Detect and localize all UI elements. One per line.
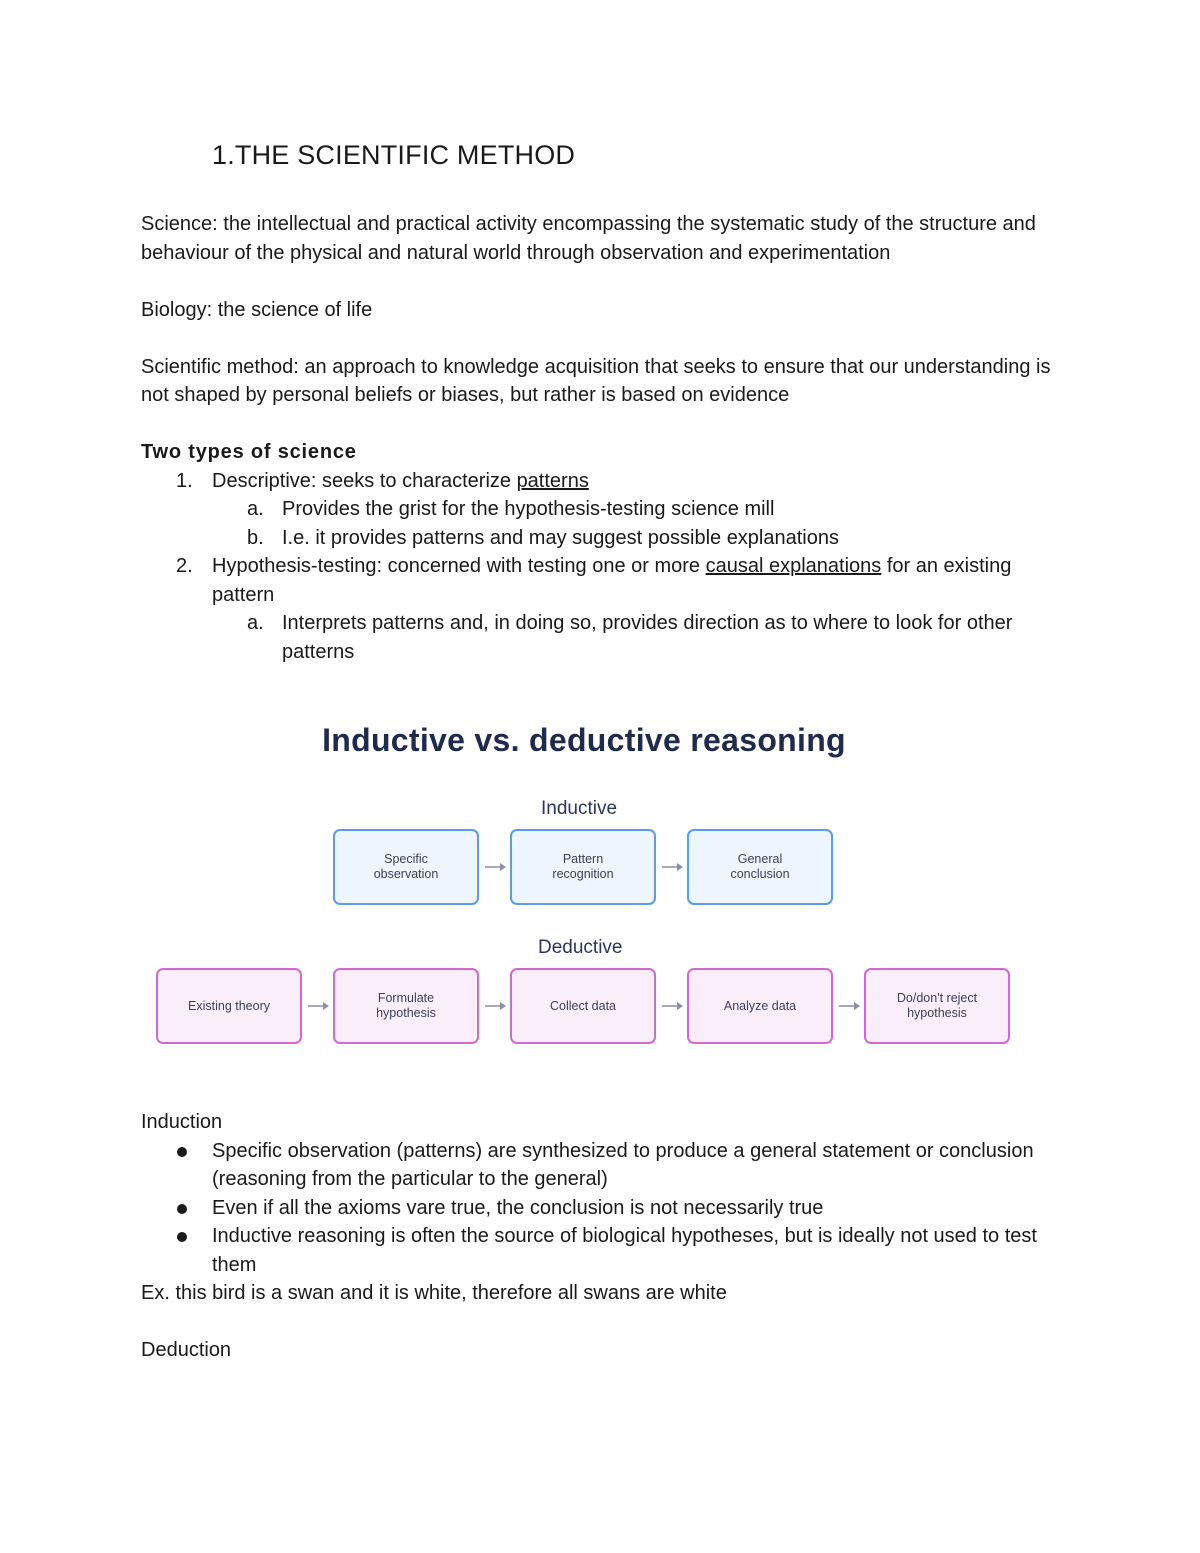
sublist-mark: a.	[247, 498, 264, 520]
bullet-icon	[177, 1204, 187, 1214]
list-item-descriptive	[141, 467, 1051, 496]
hypothesis-text: Hypothesis-testing: concerned with testing one or more	[212, 555, 706, 577]
box-general-conclusion	[687, 829, 833, 905]
induction-example: Ex. this bird is a swan and it is white, therefore all swans are white	[141, 1282, 727, 1304]
sublist-text: Interprets patterns and, in doing so, provides direction as to where to look for other patterns	[282, 612, 1013, 663]
box-label: Formulate hypothesis	[376, 991, 436, 1020]
page-title: 1.THE SCIENTIFIC METHOD	[212, 140, 576, 170]
box-specific-observation	[333, 829, 479, 905]
arrow-right-icon	[662, 1001, 684, 1011]
sublist-item	[141, 495, 1051, 524]
underlined-causal-explanations: causal explanations	[705, 555, 882, 577]
box-label: Existing theory	[188, 998, 270, 1013]
diagram-title: Inductive vs. deductive reasoning	[322, 722, 846, 758]
bullet-text: Inductive reasoning is often the source of biological hypotheses, but is ideally not used to test them	[212, 1225, 1037, 1276]
bullet-text: Specific observation (patterns) are synthesized to produce a general statement or conclusion (reasoning from the particular to the general)	[212, 1139, 1034, 1190]
arrow-right-icon	[662, 862, 684, 872]
sublist-text: Provides the grist for the hypothesis-testing science mill	[282, 498, 775, 520]
list-item	[141, 1222, 1051, 1279]
list-number: 1.	[176, 469, 193, 492]
box-analyze-data	[687, 968, 833, 1044]
deduction-heading: Deduction	[141, 1339, 232, 1361]
box-do-dont-reject-hypothesis	[864, 968, 1010, 1044]
box-label: Specific observation	[373, 852, 439, 881]
bullet-text: Even if all the axioms vare true, the conclusion is not necessarily true	[212, 1196, 824, 1219]
arrow-right-icon	[308, 1001, 330, 1011]
sublist-mark: a.	[247, 612, 264, 634]
sublist-text: I.e. it provides patterns and may suggest possible explanations	[282, 526, 839, 549]
list-item	[141, 1194, 1051, 1223]
box-existing-theory	[156, 968, 302, 1044]
box-pattern-recognition	[510, 829, 656, 905]
box-collect-data	[510, 968, 656, 1044]
box-formulate-hypothesis	[333, 968, 479, 1044]
sublist-item	[141, 524, 1051, 553]
types-heading: Two types of science	[141, 441, 357, 463]
list-item-hypothesis-testing	[141, 552, 1051, 609]
box-label: Pattern recognition	[552, 852, 614, 881]
deductive-label: Deductive	[538, 937, 623, 958]
arrow-right-icon	[839, 1001, 861, 1011]
definition-scientific-method: Scientific method: an approach to knowledge acquisition that seeks to ensure that our understanding is not shaped by personal beliefs or biases, but rather is based on evidence	[141, 355, 1051, 406]
list-number: 2.	[176, 555, 193, 577]
definitions	[141, 210, 1051, 666]
descriptive-text: Descriptive: seeks to characterize	[212, 469, 517, 492]
hypothesis-text-after: for an existing pattern	[212, 555, 1012, 606]
induction-section	[141, 1108, 1051, 1365]
sublist-mark: b.	[247, 526, 264, 549]
box-label: General conclusion	[730, 852, 790, 881]
arrow-right-icon	[485, 1001, 507, 1011]
bullet-icon	[177, 1147, 187, 1157]
box-label: Do/don't reject hypothesis	[896, 991, 978, 1020]
arrow-right-icon	[485, 862, 507, 872]
list-item	[141, 1137, 1051, 1194]
induction-heading: Induction	[141, 1111, 223, 1133]
bullet-icon	[177, 1232, 187, 1242]
sublist-item	[141, 609, 1051, 666]
box-label: Collect data	[549, 998, 616, 1013]
definition-biology: Biology: the science of life	[141, 298, 373, 321]
inductive-label: Inductive	[541, 798, 618, 819]
underlined-patterns: patterns	[516, 469, 589, 492]
definition-science: Science: the intellectual and practical activity encompassing the systematic study of the structure and behaviour of the physical and natural world through observation and experimentation	[141, 213, 1036, 264]
box-label: Analyze data	[723, 998, 797, 1013]
